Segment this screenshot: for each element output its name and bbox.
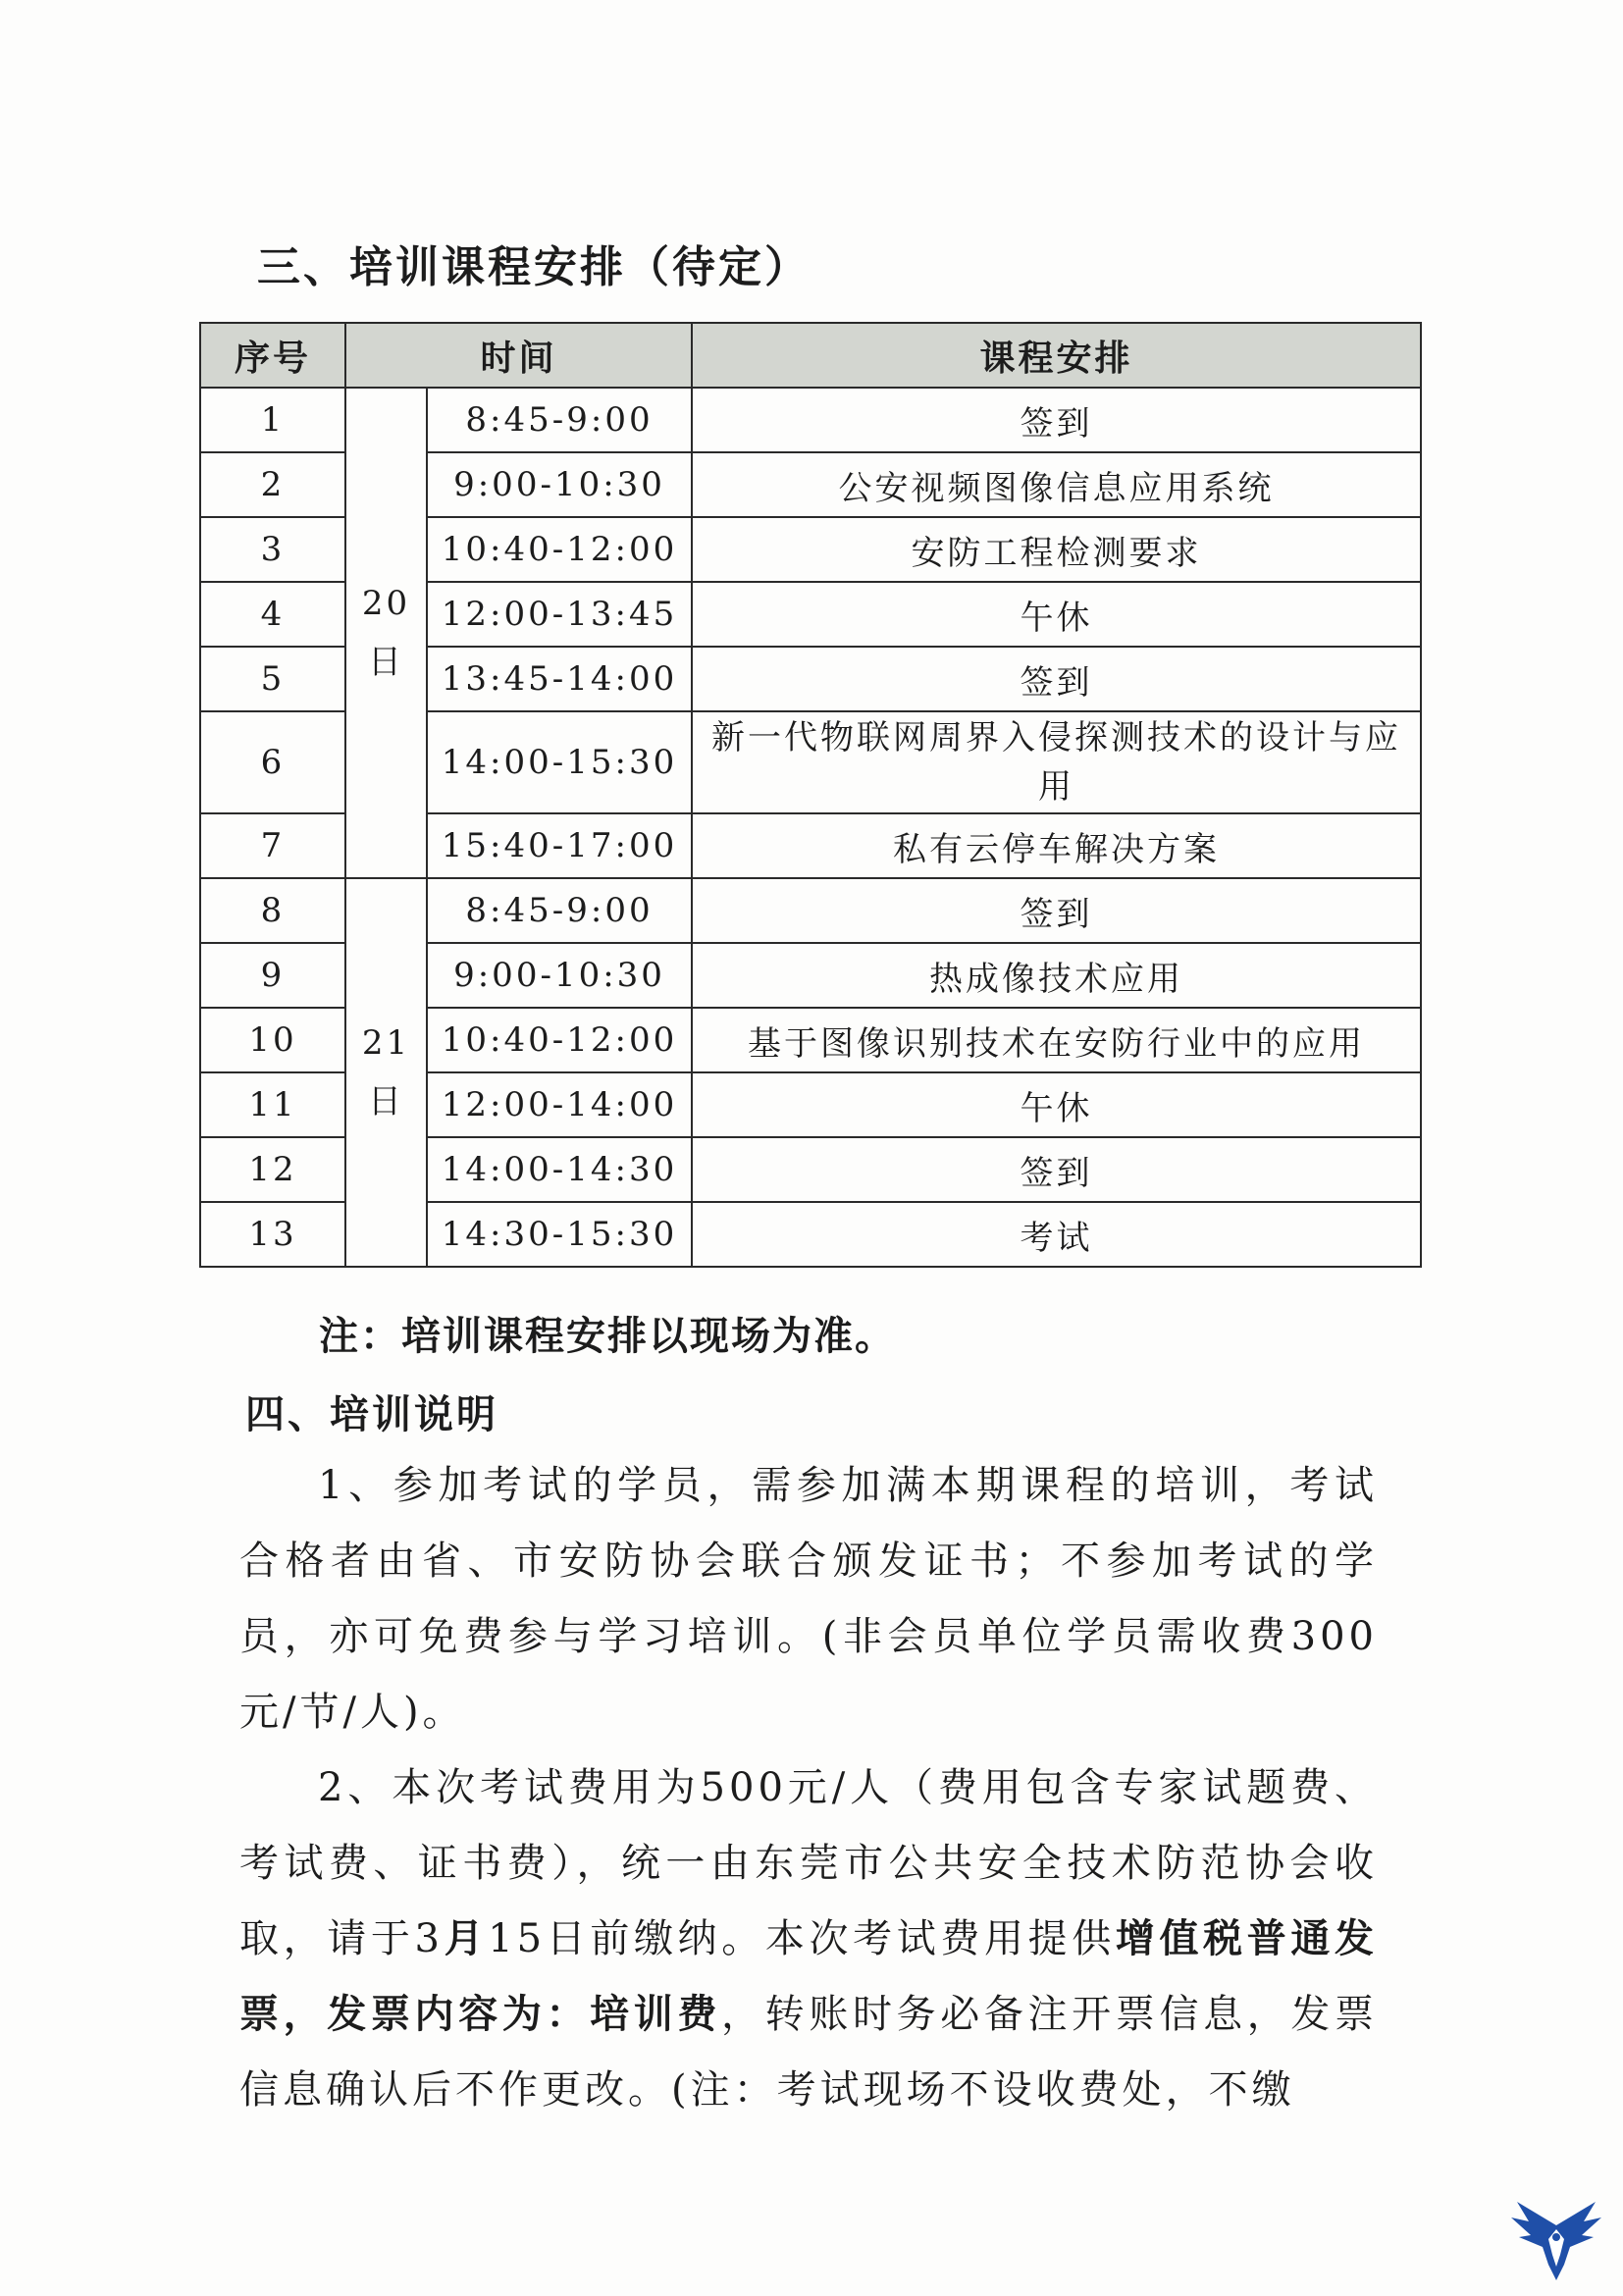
row-time: 13:45-14:00	[427, 647, 692, 711]
row-course: 午休	[692, 582, 1421, 647]
row-time: 8:45-9:00	[427, 878, 692, 943]
row-course: 基于图像识别技术在安防行业中的应用	[692, 1008, 1421, 1072]
row-time: 8:45-9:00	[427, 388, 692, 452]
row-time: 15:40-17:00	[427, 813, 692, 878]
paragraph-2-part-b: 15日前缴纳。本次考试费用提供	[488, 1916, 1116, 1961]
row-time: 14:00-14:30	[427, 1137, 692, 1202]
row-time: 12:00-14:00	[427, 1072, 692, 1137]
paragraph-2-bold-invoice: 增值税普通发票，发票内容为：培训费	[239, 1916, 1379, 2037]
row-course: 午休	[692, 1072, 1421, 1137]
header-no: 序号	[200, 323, 345, 388]
section-3-title: 三、培训课程安排（待定）	[257, 242, 811, 292]
row-time: 9:00-10:30	[427, 452, 692, 517]
paragraph-1: 1、参加考试的学员，需参加满本期课程的培训，考试合格者由省、市安防协会联合颁发证书；不参加考试的学员，亦可免费参与学习培训。(非会员单位学员需收费300元/节/人)。	[239, 1463, 1378, 1735]
paragraph-2	[239, 1750, 1378, 2128]
day-suffix: 日	[368, 1082, 404, 1122]
row-course: 安防工程检测要求	[692, 517, 1421, 582]
row-time: 14:30-15:30	[427, 1202, 692, 1267]
row-course: 签到	[692, 878, 1421, 943]
paragraph-2-part-c: ，转账时务必备注开票信息，发票信息确认后不作更改。(注：考试现场不设收费处，不缴	[239, 1992, 1379, 2113]
row-no: 7	[200, 813, 345, 878]
row-no: 2	[200, 452, 345, 517]
row-course: 新一代物联网周界入侵探测技术的设计与应用	[692, 711, 1421, 813]
row-course: 签到	[692, 388, 1421, 452]
day-suffix: 日	[368, 643, 404, 682]
header-course: 课程安排	[692, 323, 1421, 388]
section-4-title: 四、培训说明	[245, 1392, 498, 1437]
row-course: 签到	[692, 647, 1421, 711]
row-time: 12:00-13:45	[427, 582, 692, 647]
row-time: 10:40-12:00	[427, 1008, 692, 1072]
day-number: 20	[361, 584, 411, 623]
table-header-row	[200, 323, 1421, 388]
row-no: 5	[200, 647, 345, 711]
row-time: 14:00-15:30	[427, 711, 692, 813]
row-no: 11	[200, 1072, 345, 1137]
row-course: 考试	[692, 1202, 1421, 1267]
day-cell-21	[345, 878, 427, 1267]
schedule-table	[199, 322, 1422, 1268]
row-no: 9	[200, 943, 345, 1008]
row-course: 私有云停车解决方案	[692, 813, 1421, 878]
row-no: 1	[200, 388, 345, 452]
eagle-logo-icon	[1509, 2196, 1603, 2282]
row-time: 10:40-12:00	[427, 517, 692, 582]
row-no: 10	[200, 1008, 345, 1072]
table-row	[200, 878, 1421, 943]
row-no: 13	[200, 1202, 345, 1267]
row-no: 4	[200, 582, 345, 647]
day-cell-20	[345, 388, 427, 878]
row-no: 6	[200, 711, 345, 813]
row-time: 9:00-10:30	[427, 943, 692, 1008]
row-course: 签到	[692, 1137, 1421, 1202]
table-row	[200, 388, 1421, 452]
row-no: 3	[200, 517, 345, 582]
paragraph-2-part-a: 2、本次考试费用为500元/人（费用包含专家试题费、考试费、证书费），统一由东莞市公共安全技术防范协会收取，请于3	[239, 1765, 1378, 1961]
schedule-note: 注：培训课程安排以现场为准。	[319, 1314, 896, 1359]
header-time: 时间	[345, 323, 692, 388]
paragraph-2-month: 月	[443, 1916, 489, 1961]
row-no: 12	[200, 1137, 345, 1202]
row-course: 热成像技术应用	[692, 943, 1421, 1008]
row-course: 公安视频图像信息应用系统	[692, 452, 1421, 517]
day-number: 21	[361, 1023, 411, 1063]
row-no: 8	[200, 878, 345, 943]
